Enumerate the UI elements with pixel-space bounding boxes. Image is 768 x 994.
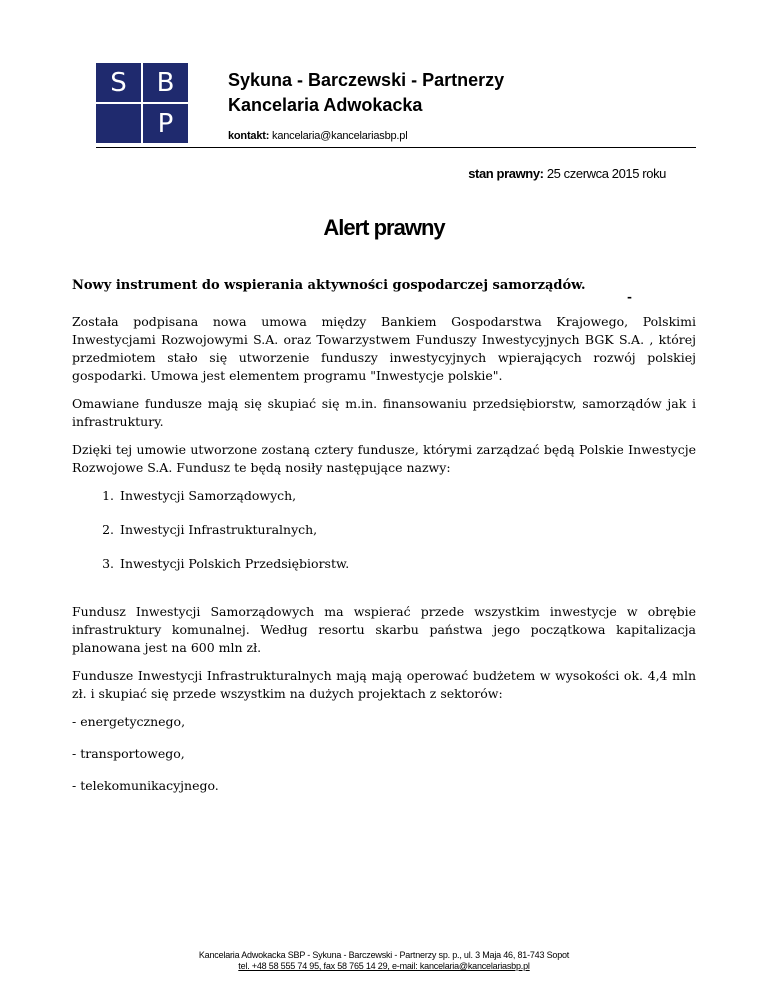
fund-list [72, 487, 696, 573]
logo-cell-empty [96, 104, 141, 143]
list-item: 1. Inwestycji Samorządowych, [118, 487, 696, 505]
contact-email[interactable]: kancelaria@kancelariasbp.pl [272, 130, 408, 142]
contact-label: kontakt: [228, 130, 270, 142]
sector-transport: - transportowego, [72, 746, 185, 761]
logo-cell-s: S [96, 63, 141, 102]
footer-address: Kancelaria Adwokacka SBP - Sykuna - Barczewski - Partnerzy sp. p., ul. 3 Maja 46, 81-743 Sopot [198, 950, 570, 960]
paragraph-5: Fundusze Inwestycji Infrastrukturalnych mają mają operować budżetem w wysokości ok. 4,4 mln zł. i skupiać się przede wszystkim na dużych projektach z sektorów: [72, 668, 696, 701]
legal-status-label: stan prawny: [468, 166, 544, 181]
firm-name-line2: Kancelaria Adwokacka [228, 95, 423, 115]
document-body [72, 277, 696, 809]
list-item: 2. Inwestycji Infrastrukturalnych, [118, 521, 696, 539]
page-footer [0, 950, 768, 972]
list-item: 3. Inwestycji Polskich Przedsiębiorstw. [118, 555, 696, 573]
contact-line [228, 130, 407, 142]
firm-name-line1: Sykuna - Barczewski - Partnerzy [228, 70, 505, 90]
stray-mark: - [627, 290, 632, 304]
footer-contact[interactable]: tel. +48 58 555 74 95, fax 58 765 14 29, e-mail: kancelaria@kancelariasbp.pl [238, 961, 530, 971]
paragraph-1: Została podpisana nowa umowa między Bankiem Gospodarstwa Krajowego, Polskimi Inwestycjami Rozwojowymi S.A. oraz Towarzystwem Funduszy Inwestycyjnych BGK S.A. , której przedmiotem stało się utworzenie funduszy inwestycyjnych wpierających rozwój polskiej gospodarki. Umowa jest elementem programu "Inwestycje polskie". [72, 314, 696, 383]
sector-telecom: - telekomunikacyjnego. [72, 778, 219, 793]
firm-name [228, 68, 504, 118]
legal-status-date: 25 czerwca 2015 roku [546, 166, 666, 181]
logo-cell-p: P [143, 104, 188, 143]
header-divider [96, 147, 696, 148]
lead-heading: Nowy instrument do wspierania aktywności gospodarczej samorządów. [72, 278, 586, 293]
document-title: Alert prawny [323, 215, 445, 240]
sector-energy: - energetycznego, [72, 714, 186, 729]
logo-cell-b: B [143, 63, 188, 102]
paragraph-3: Dzięki tej umowie utworzone zostaną cztery fundusze, którymi zarządzać będą Polskie Inwestycje Rozwojowe S.A. Fundusz te będą nosiły następujące nazwy: [72, 442, 696, 475]
paragraph-2: Omawiane fundusze mają się skupiać się m.in. finansowaniu przedsiębiorstw, samorządów jak i infrastruktury. [72, 396, 696, 429]
legal-status [468, 166, 666, 181]
sbp-logo [96, 63, 188, 143]
paragraph-4: Fundusz Inwestycji Samorządowych ma wspierać przede wszystkim inwestycje w obrębie infrastruktury komunalnej. Według resortu skarbu państwa jego początkowa kapitalizacja planowana jest na 600 mln zł. [72, 604, 696, 655]
